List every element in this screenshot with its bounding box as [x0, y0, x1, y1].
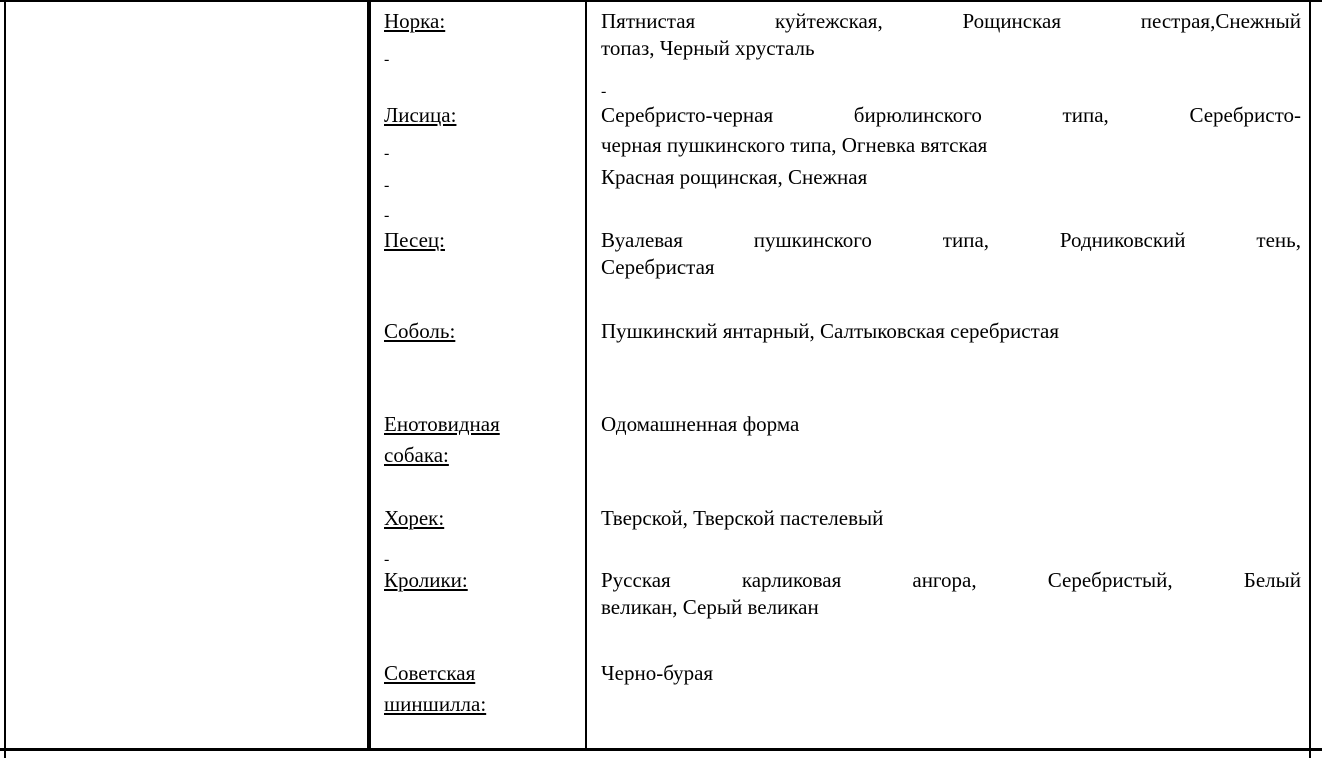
table-right-border: [1309, 0, 1311, 758]
value-line: Вуалевая пушкинского типа, Родниковский тень,: [601, 228, 1301, 252]
value-line: великан, Серый великан: [601, 595, 819, 619]
label-sovetskaya-line2: шиншилла:: [384, 692, 487, 716]
value-line: Одомашненная форма: [601, 412, 800, 436]
value-line: черная пушкинского типа, Огневка вятская: [601, 133, 988, 157]
label-lisica: Лисица:: [384, 103, 457, 127]
dash-marker: -: [601, 83, 607, 100]
value-horek: [601, 505, 1301, 532]
value-lisica: [601, 102, 1301, 191]
value-sobol: [601, 318, 1301, 345]
label-sovetskaya-line1: Советская: [384, 661, 476, 685]
table-top-border: [0, 0, 1322, 2]
table-left-border: [4, 0, 6, 758]
value-line: Серебристая: [601, 255, 715, 279]
value-pesec: [601, 227, 1301, 281]
value-norka: [601, 8, 1301, 62]
value-line: Тверской, Тверской пастелевый: [601, 506, 884, 530]
dash-marker: -: [384, 145, 390, 162]
value-line: Черно-бурая: [601, 661, 714, 685]
value-line: Пушкинский янтарный, Салтыковская серебристая: [601, 319, 1060, 343]
label-horek: Хорек:: [384, 506, 445, 530]
column-divider-2: [585, 0, 587, 750]
dash-marker: -: [384, 207, 390, 224]
label-norka: Норка:: [384, 9, 446, 33]
value-line: топаз, Черный хрусталь: [601, 36, 815, 60]
dash-marker: -: [384, 177, 390, 194]
dash-marker: -: [384, 51, 390, 68]
label-kroliki: Кролики:: [384, 568, 468, 592]
value-line: Пятнистая куйтежская, Рощинская пестрая,Снежный: [601, 9, 1301, 33]
column-divider-1: [367, 0, 371, 750]
label-enotovidnaya-line1: Енотовидная: [384, 412, 500, 436]
value-enotovidnaya: [601, 411, 1301, 438]
table-bottom-border: [0, 748, 1322, 751]
label-pesec: Песец:: [384, 228, 445, 252]
label-enotovidnaya-line2: собака:: [384, 443, 449, 467]
value-sovetskaya: [601, 660, 1301, 687]
label-sobol: Соболь:: [384, 319, 456, 343]
value-line: Серебристо-черная бирюлинского типа, Серебристо-: [601, 103, 1301, 127]
value-line: Красная рощинская, Снежная: [601, 165, 868, 189]
value-line: Русская карликовая ангора, Серебристый, Белый: [601, 568, 1301, 592]
value-kroliki: [601, 567, 1301, 621]
dash-marker: -: [384, 551, 390, 568]
